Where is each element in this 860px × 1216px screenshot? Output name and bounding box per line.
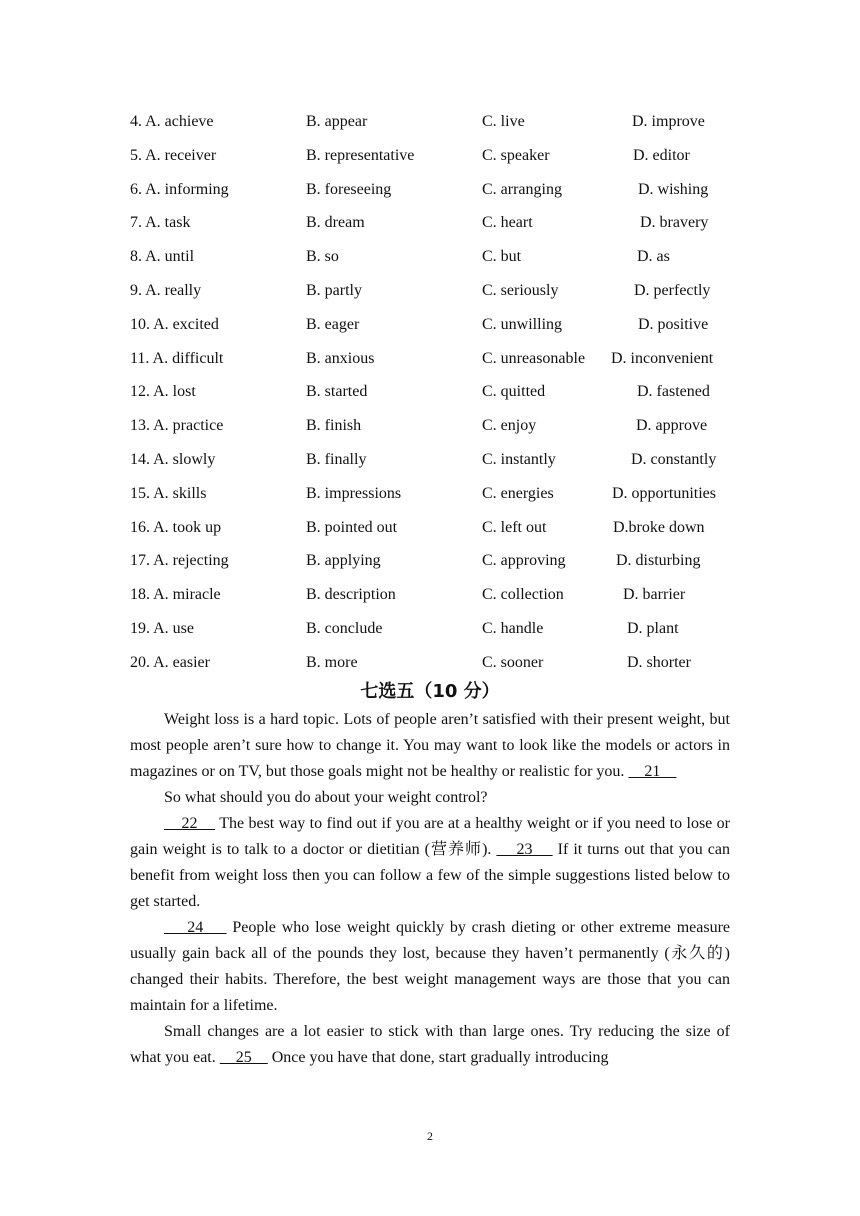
paragraph-1 [130, 707, 730, 785]
paragraph-text: Once you have that done, start gradually introducing [267, 1049, 609, 1066]
option-row [130, 516, 750, 550]
option-c: C. arranging [482, 180, 562, 198]
option-b: B. description [306, 586, 396, 604]
answer-options-list [130, 110, 750, 685]
option-b: B. dream [306, 214, 365, 232]
option-c: C. unreasonable [482, 349, 586, 367]
option-c: C. approving [482, 552, 566, 570]
option-a: 4. A. achieve [130, 113, 214, 130]
option-c: C. instantly [482, 450, 556, 468]
option-a: 10. A. excited [130, 315, 219, 333]
option-row [130, 211, 750, 245]
paragraph-text: Weight loss is a hard topic. Lots of people aren’t satisfied with their present weight, but most people aren’t sure how to change it. You may want to look like the models or actors in magazines or on TV, but those goals might not be healthy or realistic for you. [130, 711, 730, 780]
option-b: B. foreseeing [306, 180, 392, 198]
option-c: C. live [482, 113, 525, 130]
option-row [130, 144, 750, 178]
option-b: B. more [306, 653, 358, 671]
blank-21: 21 [628, 763, 677, 780]
option-d: D. improve [632, 113, 705, 130]
option-a: 14. A. slowly [130, 450, 216, 468]
option-d: D. bravery [640, 214, 709, 232]
option-c: C. energies [482, 484, 554, 502]
option-b: B. impressions [306, 484, 402, 502]
option-a: 16. A. took up [130, 518, 222, 536]
option-row [130, 380, 750, 414]
paragraph-5 [130, 1019, 730, 1071]
option-c: C. quitted [482, 383, 546, 401]
option-a: 19. A. use [130, 619, 194, 637]
option-d: D. editor [633, 146, 690, 164]
option-a: 9. A. really [130, 281, 202, 299]
option-b: B. pointed out [306, 518, 398, 536]
option-c: C. heart [482, 214, 533, 232]
option-d: D. wishing [638, 180, 709, 198]
option-c: C. seriously [482, 281, 559, 299]
paragraph-4 [130, 915, 730, 1019]
option-d: D. approve [636, 417, 708, 435]
option-row [130, 110, 750, 144]
option-d: D. perfectly [634, 281, 711, 299]
reading-passage [130, 707, 730, 1071]
option-a: 13. A. practice [130, 417, 224, 435]
option-d: D. inconvenient [611, 349, 714, 367]
option-c: C. enjoy [482, 417, 537, 435]
option-a: 8. A. until [130, 248, 195, 266]
option-c: C. handle [482, 619, 544, 637]
option-d: D. as [637, 248, 670, 266]
blank-23: 23 [496, 841, 553, 858]
option-c: C. sooner [482, 653, 544, 671]
blank-24: 24 [164, 919, 227, 936]
paragraph-text: If it turns out that you can benefit from weight loss then you can follow a few of the simple suggestions listed below to get started. [130, 841, 731, 910]
option-row [130, 414, 750, 448]
option-d: D.broke down [613, 518, 705, 536]
option-b: B. conclude [306, 619, 383, 637]
option-row [130, 617, 750, 651]
option-row [130, 245, 750, 279]
option-row [130, 549, 750, 583]
option-a: 5. A. receiver [130, 146, 217, 164]
option-row [130, 279, 750, 313]
option-b: B. anxious [306, 349, 375, 367]
option-b: B. eager [306, 315, 360, 333]
option-a: 18. A. miracle [130, 586, 221, 604]
option-row [130, 482, 750, 516]
option-b: B. so [306, 248, 339, 266]
option-a: 20. A. easier [130, 653, 210, 671]
option-a: 11. A. difficult [130, 349, 224, 367]
paragraph-text: People who lose weight quickly by crash dieting or other extreme measure usually gain back all of the pounds they lost, because they haven’t permanently (永久的) changed their habits. Therefore, the best weight management ways are those that you can maintain for a lifetime. [130, 919, 731, 1014]
option-c: C. collection [482, 586, 564, 604]
option-row [130, 313, 750, 347]
option-b: B. finish [306, 417, 362, 435]
page-number: 2 [427, 1129, 433, 1143]
blank-22: 22 [164, 815, 216, 832]
option-a: 17. A. rejecting [130, 552, 229, 570]
option-b: B. applying [306, 552, 381, 570]
paragraph-text: So what should you do about your weight control? [164, 789, 488, 806]
option-a: 6. A. informing [130, 180, 229, 198]
option-c: C. but [482, 248, 522, 266]
option-d: D. disturbing [616, 552, 701, 570]
option-a: 12. A. lost [130, 383, 196, 401]
option-row [130, 583, 750, 617]
option-c: C. unwilling [482, 315, 563, 333]
option-d: D. shorter [627, 653, 691, 671]
blank-25: 25 [219, 1049, 268, 1066]
section-title: 七选五（10 分） [360, 681, 500, 702]
option-c: C. speaker [482, 146, 550, 164]
paragraph-2 [130, 785, 730, 811]
option-a: 15. A. skills [130, 484, 207, 502]
option-d: D. opportunities [612, 484, 716, 502]
option-d: D. barrier [623, 586, 686, 604]
option-d: D. constantly [631, 450, 717, 468]
option-b: B. partly [306, 281, 362, 299]
option-a: 7. A. task [130, 214, 191, 232]
option-d: D. plant [627, 619, 679, 637]
option-c: C. left out [482, 518, 547, 536]
option-d: D. fastened [637, 383, 710, 401]
option-d: D. positive [638, 315, 709, 333]
paragraph-text: Small changes are a lot easier to stick with than large ones. Try reducing the size of what you eat. [130, 1023, 730, 1066]
option-row [130, 448, 750, 482]
option-b: B. representative [306, 146, 415, 164]
option-b: B. finally [306, 450, 367, 468]
paragraph-text: The best way to find out if you are at a healthy weight or if you need to lose or gain weight is to talk to a doctor or dietitian (营养师). [130, 815, 731, 858]
option-row [130, 178, 750, 212]
option-b: B. started [306, 383, 368, 401]
option-row [130, 347, 750, 381]
paragraph-3 [130, 811, 730, 915]
option-b: B. appear [306, 113, 368, 130]
